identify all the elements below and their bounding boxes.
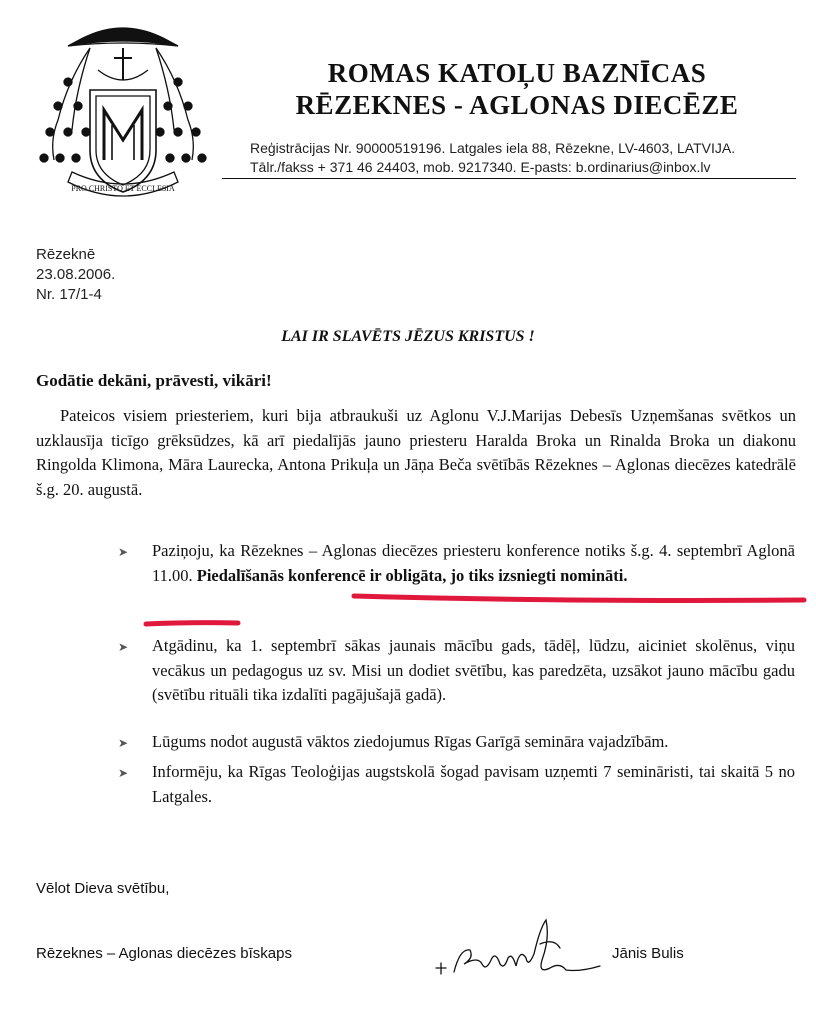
closing-line: Vēlot Dieva svētību, (36, 880, 170, 897)
red-highlight-underline (140, 582, 816, 642)
letterhead-registration-address: Reģistrācijas Nr. 90000519196. Latgales iela 88, Rēzekne, LV-4603, LATVIJA. (250, 140, 736, 156)
list-item (152, 539, 795, 588)
svg-text:PRO CHRISTO ET ECCLESIA: PRO CHRISTO ET ECCLESIA (71, 184, 175, 193)
handwritten-signature (430, 908, 610, 988)
signature-name: Jānis Bulis (612, 945, 684, 962)
letter-number: Nr. 17/1-4 (36, 286, 102, 303)
bullet-arrow-icon: ➤ (118, 736, 129, 750)
letterhead-title-line2: RĒZEKNES - AGLONAS DIECĒZE (295, 90, 739, 120)
letter-place: Rēzeknē (36, 246, 96, 263)
intro-paragraph: Pateicos visiem priesteriem, kuri bija atbraukuši uz Aglonu V.J.Marijas Debesīs Uzņemšanas svētkos un uzklausīja ticīgo grēksūdzes, kā arī piedalījās jauno priesteru Haralda Broka un Rinalda Broka un diakonu Ringolda Klimona, Māra Laurecka, Antona Prikuļa un Jāņa Beča svētībās Rēzeknes – Aglonas diecēzes katedrālē š.g. 20. augustā. (36, 406, 796, 499)
letterhead-title-line1: ROMAS KATOĻU BAZNĪCAS (327, 58, 707, 88)
letter-date: 23.08.2006. (36, 266, 116, 283)
list-item-bold-text: Piedalīšanās konferencē ir obligāta, jo tiks izsniegti nomināti. (196, 565, 628, 585)
bullet-arrow-icon: ➤ (118, 640, 129, 654)
list-item: Informēju, ka Rīgas Teoloģijas augstskolā šogad pavisam uzņemti 7 semināristi, tai skaitā 5 no Latgales. (152, 762, 795, 806)
diocese-coat-of-arms (28, 10, 218, 210)
signature-title: Rēzeknes – Aglonas diecēzes bīskaps (36, 945, 292, 962)
letterhead-contacts: Tālr./fakss + 371 46 24403, mob. 9217340. E-pasts: b.ordinarius@inbox.lv (250, 159, 711, 175)
list-item-text: Paziņoju, ka Rēzeknes – Aglonas diecēzes priesteru konference notiks š.g. 4. septembrī Aglonā 11.00. (152, 541, 795, 585)
letter-greeting: LAI IR SLAVĒTS JĒZUS KRISTUS ! (281, 328, 535, 345)
letterhead-divider (222, 178, 796, 179)
letter-salutation: Godātie dekāni, prāvesti, vikāri! (36, 371, 272, 390)
list-item: Lūgums nodot augustā vāktos ziedojumus Rīgas Garīgā semināra vajadzībām. (152, 732, 669, 751)
bullet-arrow-icon: ➤ (118, 766, 129, 780)
bullet-arrow-icon: ➤ (118, 545, 129, 559)
list-item: Atgādinu, ka 1. septembrī sākas jaunais mācību gads, tādēļ, lūdzu, aiciniet skolēnus, viņu vecākus un pedagogus uz sv. Misi un dodiet svētību, kas paredzēta, uzsākot jauno mācību gadu (svētību rituāli tika izdalīti pagājušajā gadā). (152, 636, 795, 704)
